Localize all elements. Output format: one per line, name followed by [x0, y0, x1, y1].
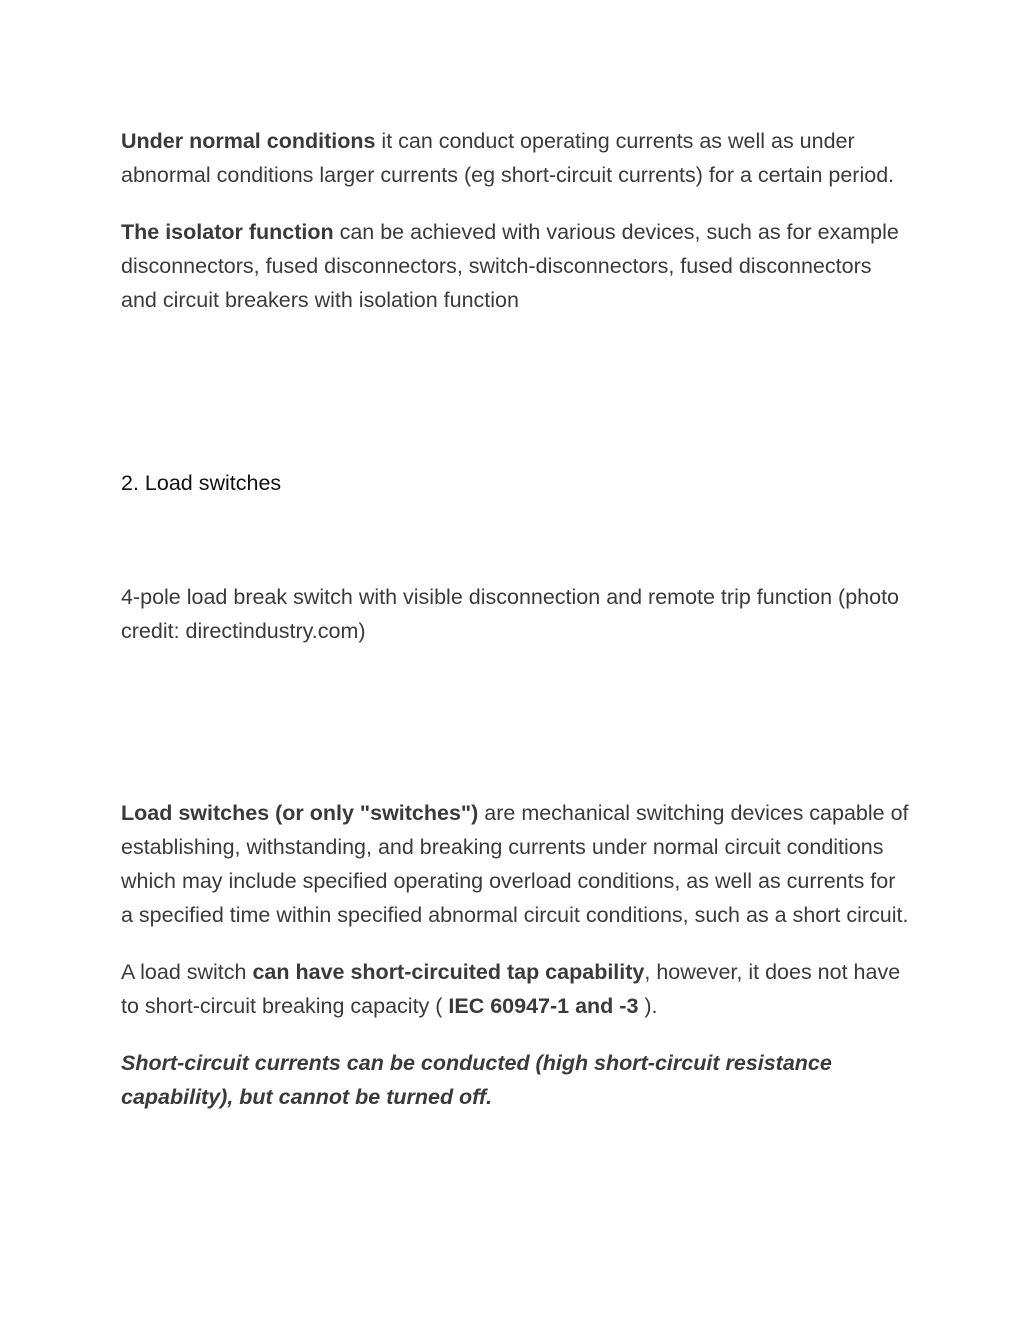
image-caption: 4-pole load break switch with visible disconnection and remote trip function (photo credit: directindustry.com) [121, 585, 900, 643]
standard-reference: IEC 60947-1 and -3 [448, 994, 639, 1018]
paragraph-load-switch-capability [121, 955, 911, 1023]
paragraph-normal-conditions [121, 124, 911, 192]
paragraph-text: ). [638, 994, 658, 1018]
document-page [121, 124, 911, 1114]
paragraph-text: , however, it does not have to short-circuit breaking capacity ( [121, 960, 901, 1018]
section-heading: 2. Load switches [121, 471, 282, 495]
paragraph-text: can be achieved with various devices, such as for example disconnectors, fused disconnectors, switch-disconnectors, fused disconnectors and circuit breakers with isolation function [121, 220, 899, 312]
bold-phrase: Load switches (or only "switches") [121, 801, 479, 825]
paragraph-isolator-function [121, 215, 911, 317]
paragraph-text: are mechanical switching devices capable of establishing, withstanding, and breaking currents under normal circuit conditions which may include specified operating overload conditions, as well as currents for a specified time within specified abnormal circuit conditions, such as a short circuit. [121, 801, 909, 927]
bold-phrase: The isolator function [121, 220, 334, 244]
paragraph-text: it can conduct operating currents as well as under abnormal conditions larger currents (eg short-circuit currents) for a certain period. [121, 129, 895, 187]
bold-italic-note: Short-circuit currents can be conducted (high short-circuit resistance capability), but cannot be turned off. [121, 1051, 832, 1109]
paragraph-short-circuit-note [121, 1046, 911, 1114]
bold-phrase: can have short-circuited tap capability [252, 960, 645, 984]
paragraph-text: A load switch [121, 960, 253, 984]
bold-phrase: Under normal conditions [121, 129, 376, 153]
paragraph-load-switches [121, 796, 911, 932]
